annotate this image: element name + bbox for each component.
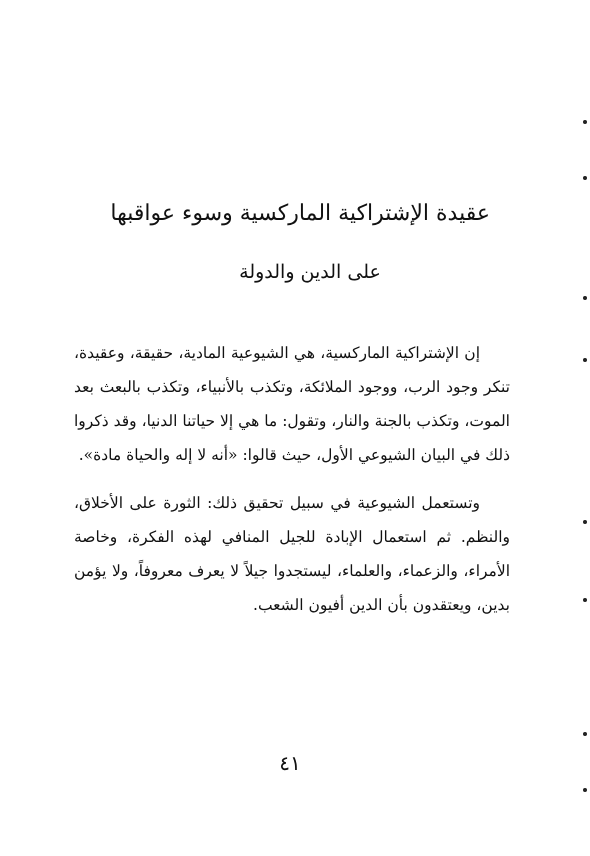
margin-dot	[583, 520, 587, 524]
margin-dot	[583, 176, 587, 180]
paragraph-1: إن الإشتراكية الماركسية، هي الشيوعية المادية، حقيقة، وعقيدة، تنكر وجود الرب، ووجود الملائكة، وتكذب بالأنبياء، وتكذب بالبعث بعد الموت، وتكذب بالجنة والنار، وتقول: ما هي إلا حياتنا الدنيا، وقد ذكروا ذلك في البيان الشيوعي الأول، حيث قالوا: «أنه لا إله والحياة مادة».	[74, 344, 510, 464]
margin-dot	[583, 788, 587, 792]
margin-dot	[583, 598, 587, 602]
chapter-subtitle: على الدين والدولة	[239, 261, 381, 283]
paragraph-2: وتستعمل الشيوعية في سبيل تحقيق ذلك: الثورة على الأخلاق، والنظم. ثم استعمال الإبادة للجيل المنافي لهذه الفكرة، وخاصة الأمراء، والزعماء، والعلماء، ليستجدوا جيلاً لا يعرف معروفاً، ولا يؤمن بدين، ويعتقدون بأن الدين أفيون الشعب.	[74, 494, 510, 614]
body-text	[74, 336, 510, 622]
margin-dot	[583, 358, 587, 362]
page-number: ٤١	[279, 751, 301, 775]
margin-dot	[583, 296, 587, 300]
chapter-title: عقيدة الإشتراكية الماركسية وسوء عواقبها	[110, 201, 490, 226]
margin-dot	[583, 732, 587, 736]
margin-dot	[583, 120, 587, 124]
